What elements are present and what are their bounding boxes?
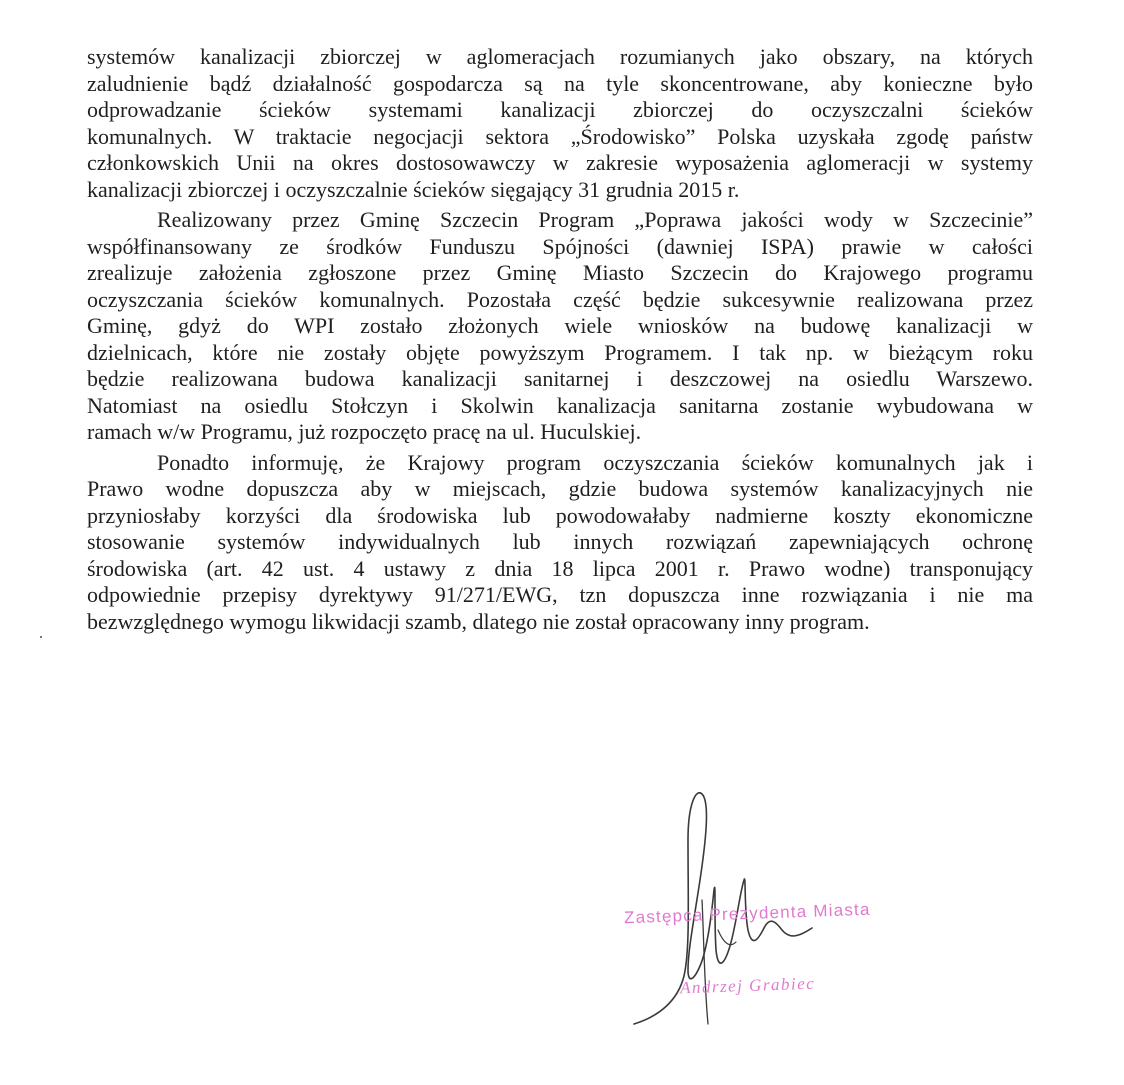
text-line: Natomiast na osiedlu Stołczyn i Skolwin kanalizacja sanitarna zostanie wybudowana w bbox=[87, 392, 1033, 418]
text-line: bezwzględnego wymogu likwidacji szamb, dlatego nie został opracowany inny program. bbox=[87, 608, 870, 634]
text-line: dzielnicach, które nie zostały objęte powyższym Programem. I tak np. w bieżącym roku bbox=[87, 339, 1033, 365]
paragraph-3 bbox=[87, 450, 1033, 636]
text-line: będzie realizowana budowa kanalizacji sanitarnej i deszczowej na osiedlu Warszewo. bbox=[87, 366, 1033, 391]
text-line: kanalizacji zbiorczej i oczyszczalnie ścieków sięgający 31 grudnia 2015 r. bbox=[87, 176, 740, 202]
text-line: oczyszczania ścieków komunalnych. Pozostała część będzie sukcesywnie realizowana przez bbox=[87, 286, 1033, 312]
paragraph-2 bbox=[87, 207, 1033, 446]
text-line: odprowadzanie ścieków systemami kanalizacji zbiorczej do oczyszczalni ścieków bbox=[87, 97, 1033, 122]
text-line: członkowskich Unii na okres dostosowawczy w zakresie wyposażenia aglomeracji w systemy bbox=[87, 150, 1033, 175]
text-line: Prawo wodne dopuszcza aby w miejscach, gdzie budowa systemów kanalizacyjnych nie bbox=[87, 476, 1033, 501]
stamp-title: Zastępca Prezydenta Miasta bbox=[623, 899, 871, 928]
text-line: Ponadto informuję, że Krajowy program oczyszczania ścieków komunalnych jak i bbox=[157, 449, 1033, 475]
margin-mark bbox=[40, 636, 42, 638]
text-line: współfinansowany ze środków Funduszu Spójności (dawniej ISPA) prawie w całości bbox=[87, 233, 1033, 259]
signature-block bbox=[600, 780, 920, 1040]
text-line: odpowiednie przepisy dyrektywy 91/271/EWG, tzn dopuszcza inne rozwiązania i nie ma bbox=[87, 582, 1033, 607]
text-line: Realizowany przez Gminę Szczecin Program „Poprawa jakości wody w Szczecinie” bbox=[157, 207, 1033, 232]
text-line: środowiska (art. 42 ust. 4 ustawy z dnia 18 lipca 2001 r. Prawo wodne) transponujący bbox=[87, 555, 1033, 581]
letter-body bbox=[87, 44, 1033, 635]
text-line: ramach w/w Programu, już rozpoczęto pracę na ul. Huculskiej. bbox=[87, 419, 642, 444]
text-line: komunalnych. W traktacie negocjacji sektora „Środowisko” Polska uzyskała zgodę państw bbox=[87, 123, 1033, 149]
text-line: stosowanie systemów indywidualnych lub innych rozwiązań zapewniających ochronę bbox=[87, 529, 1033, 554]
text-line: przyniosłaby korzyści dla środowiska lub powodowałaby nadmierne koszty ekonomiczne bbox=[87, 502, 1033, 528]
stamp-name: Andrzej Grabiec bbox=[679, 973, 816, 998]
text-line: systemów kanalizacji zbiorczej w aglomeracjach rozumianych jako obszary, na których bbox=[87, 44, 1033, 69]
text-line: zaludnienie bądź działalność gospodarcza są na tyle skoncentrowane, aby konieczne było bbox=[87, 70, 1033, 96]
paragraph-1 bbox=[87, 44, 1033, 203]
text-line: Gminę, gdyż do WPI zostało złożonych wiele wniosków na budowę kanalizacji w bbox=[87, 313, 1033, 338]
text-line: zrealizuje założenia zgłoszone przez Gminę Miasto Szczecin do Krajowego programu bbox=[87, 260, 1033, 285]
